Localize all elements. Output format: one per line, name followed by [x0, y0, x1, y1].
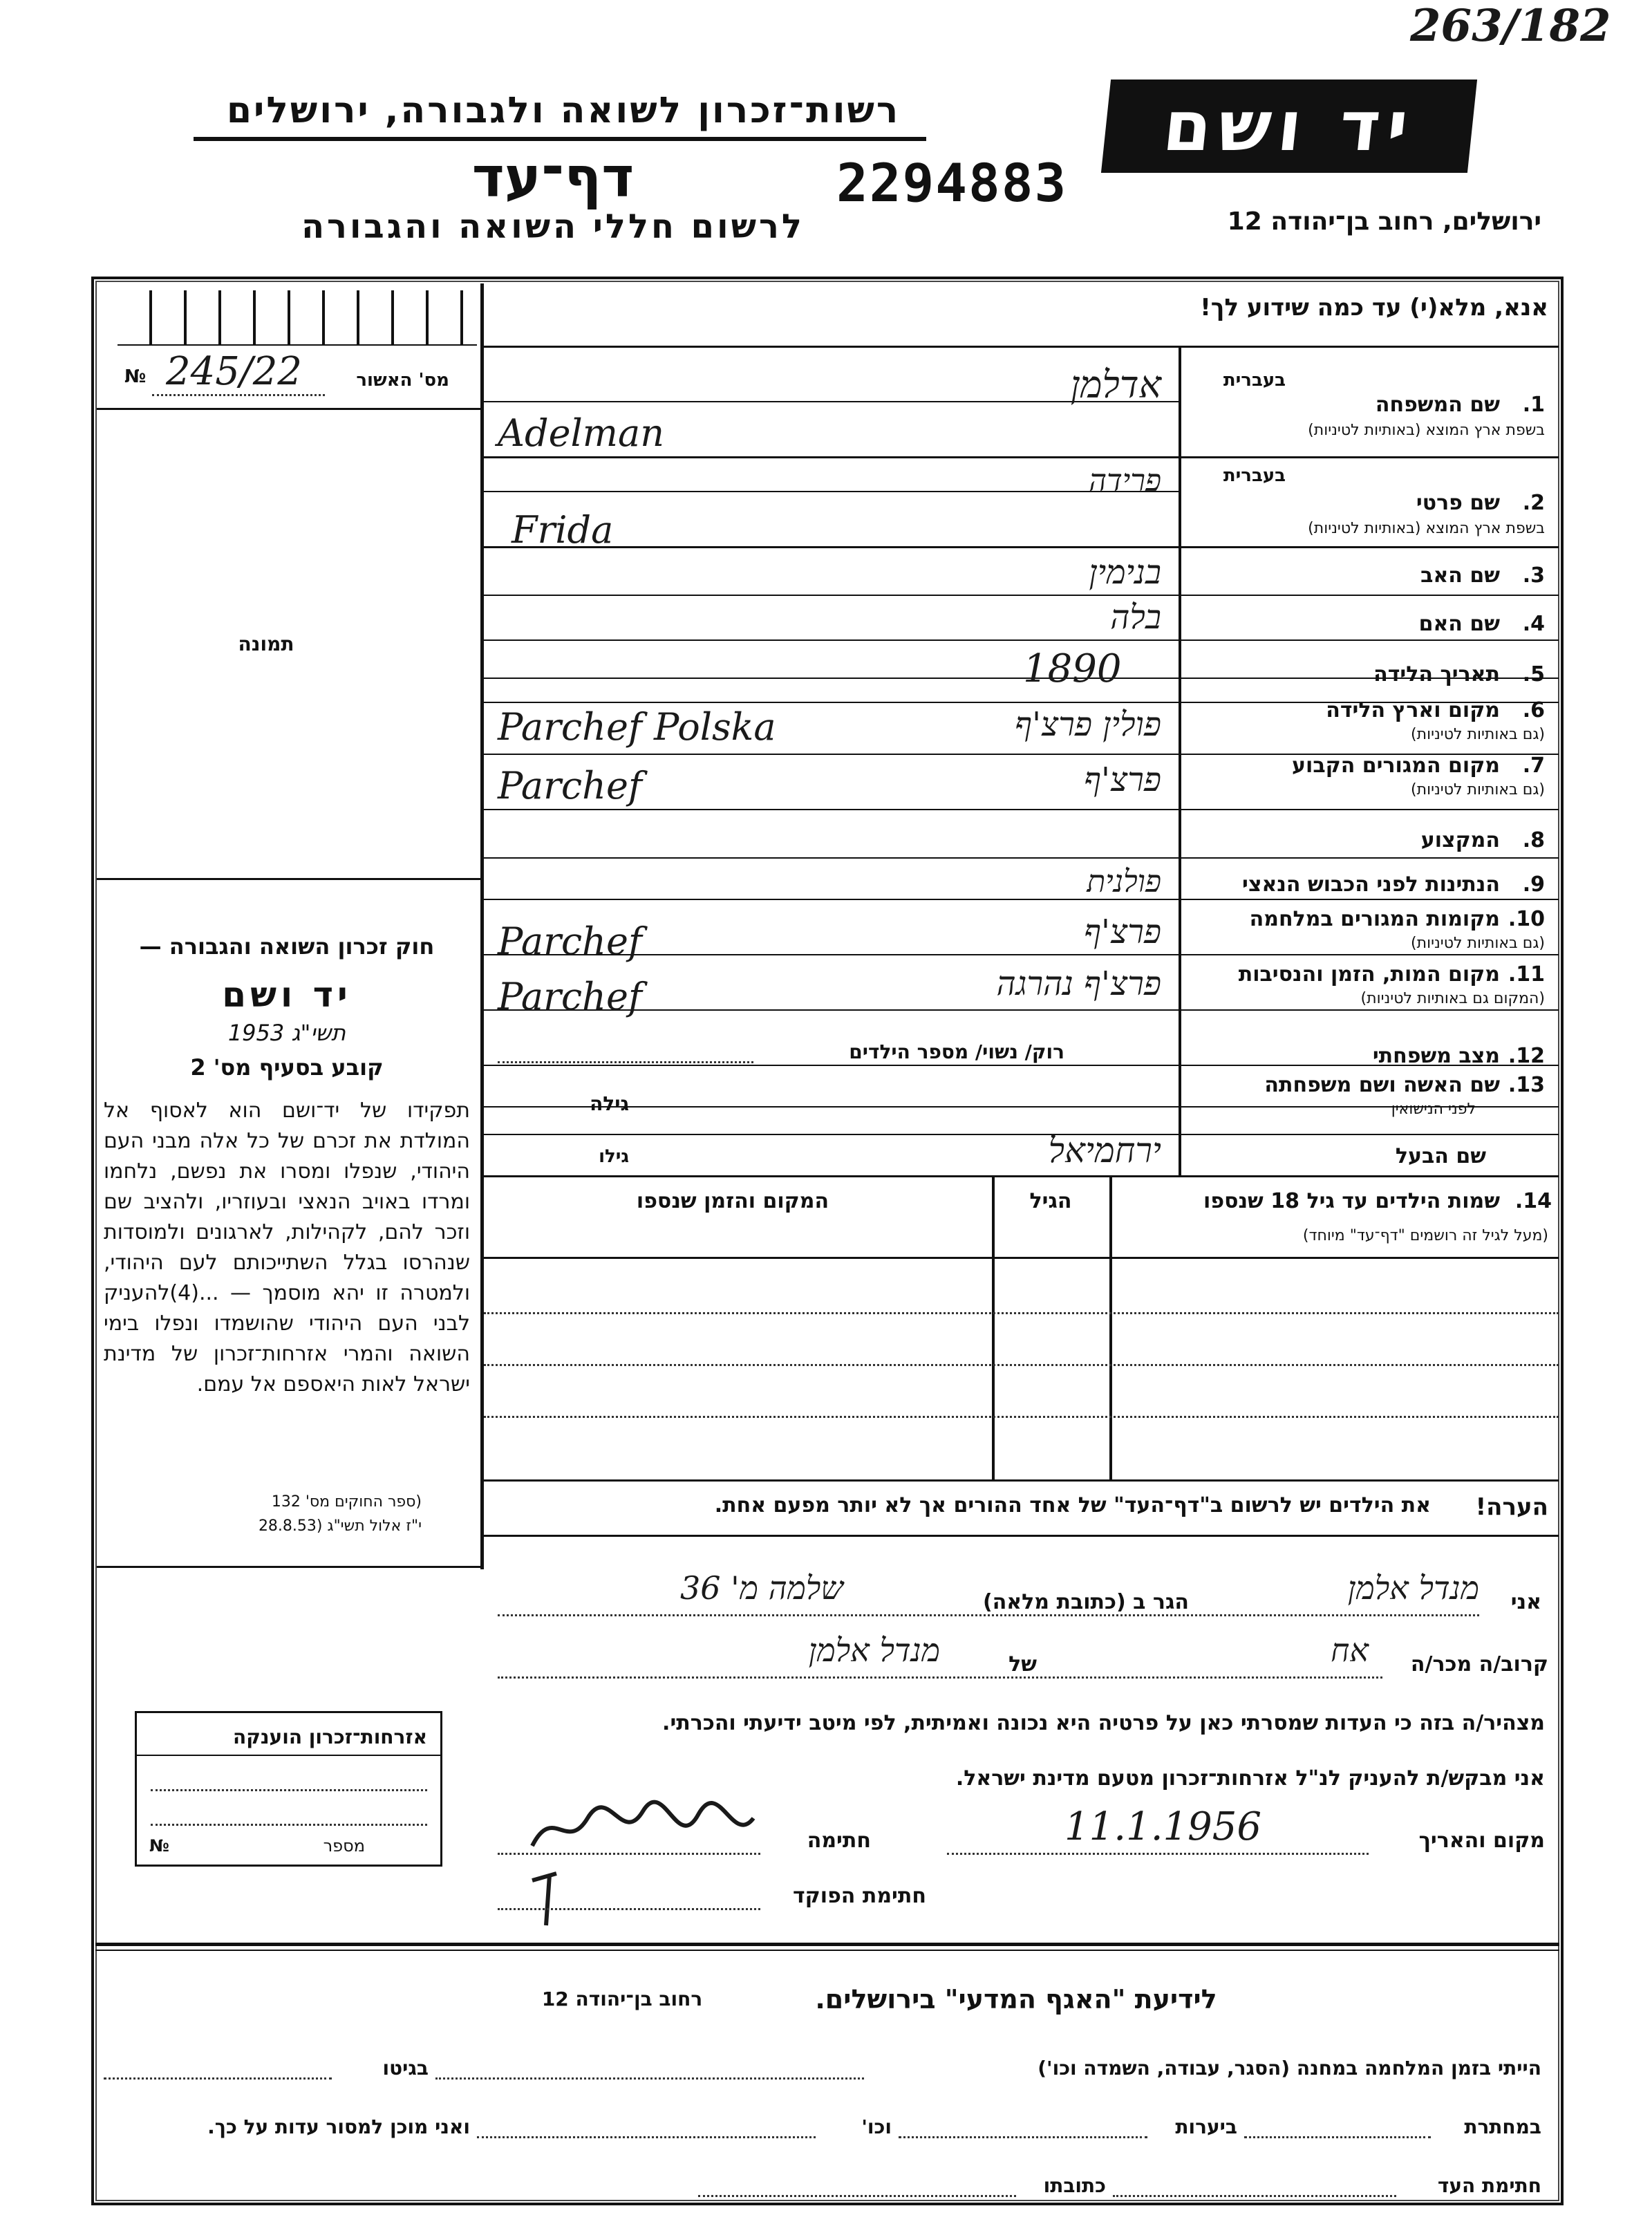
war-residence-label: מקומות המגורים במלחמה — [1249, 907, 1500, 931]
birthplace-num: 6. — [1522, 698, 1545, 722]
law-text: תפקידו של יד־ושם הוא לאסוף אל המולדת את זכרם של כל אלה מבני העם היהודי, שנפלו ומסרו את נפשם, נלחמו ומרדו באויב הנאצי ובעוזריו, ולהציב שם וזכר להם, לקהילות, לארגונים ולמוסדות שנהרסו בגלל השתייכותם לעם היהודי, ולמטרה זו יהא מוסמך — ...(4)להעניק לבני העם היהודי שהושמדו ונפלו בימי השואה והמרי אזרחות־זכרון של מדינת ישראל לאות היאספם אל עמם. — [104, 1099, 470, 1396]
signature-mark[interactable] — [525, 1797, 760, 1860]
decl-dots — [498, 1676, 1382, 1679]
row-rule — [484, 1009, 1559, 1011]
war-residence-sub: (גם באותיות לטיניות) — [1411, 935, 1545, 952]
row-rule — [484, 809, 1559, 810]
firstname-label: שם פרטי — [1416, 491, 1500, 515]
decl-statement2: אני מבקש/ת להעניק לנ"ל אזרחות־זכרון מטעם מדינת ישראל. — [955, 1766, 1545, 1791]
children-row — [484, 1416, 1559, 1418]
father-label: שם האב — [1420, 563, 1500, 588]
death-value-he[interactable]: פרצ'ף נהרגה — [996, 964, 1161, 1003]
law-year: תשי"ג 1953 — [227, 1020, 346, 1046]
citizenship-title-rule — [137, 1755, 441, 1756]
footer-line3-a: חתימת העד — [1437, 2174, 1541, 2197]
officer-scribble — [525, 1867, 567, 1929]
approval-dots — [152, 394, 325, 396]
mother-value[interactable]: בלה — [1110, 598, 1161, 637]
father-value[interactable]: בנימין — [1089, 553, 1161, 592]
yad-vashem-logo — [1101, 80, 1477, 173]
marital-label: מצב משפחתי — [1372, 1044, 1500, 1068]
photo-label: תמונה — [238, 633, 294, 655]
law-logo: יד ושם — [222, 975, 352, 1015]
husband-value[interactable]: ירחמיאל — [1048, 1130, 1161, 1170]
nationality-label: הנתינות לפני הכבוש הנאצי — [1242, 872, 1500, 897]
surname-value-latin[interactable]: Adelman — [498, 411, 664, 455]
approval-no-label: № — [124, 366, 147, 387]
children-bottom-rule — [484, 1479, 1559, 1482]
decl-name[interactable]: מנדל אלמן — [1347, 1569, 1479, 1607]
children-row — [484, 1312, 1559, 1314]
wife-label: שם האשה ושם משפחתה — [1264, 1073, 1500, 1097]
birthdate-label: תאריך הלידה — [1373, 662, 1500, 686]
birthdate-num: 5. — [1522, 662, 1545, 686]
profession-num: 8. — [1522, 828, 1545, 852]
residence-num: 7. — [1522, 754, 1545, 778]
citizenship-dots — [151, 1789, 427, 1791]
firstname-num: 2. — [1522, 491, 1545, 515]
decl-dots — [498, 1614, 1479, 1616]
footer-line2-a: במחתרת — [1464, 2115, 1541, 2138]
children-col-age: הגיל — [1029, 1189, 1072, 1213]
war-residence-value-he[interactable]: פרצ'ף — [1084, 913, 1161, 951]
firstname-lang-he: בעברית — [1223, 465, 1286, 486]
war-residence-value-latin[interactable]: Parchef — [498, 919, 642, 963]
footer-line2-c: וכו' — [861, 2115, 892, 2138]
law-ref1: (ספר החוקים מס' 132 — [271, 1493, 422, 1511]
marital-dots — [498, 1061, 753, 1063]
footer-line3-b: כתובתו — [1043, 2174, 1106, 2197]
decl-dots — [498, 1853, 760, 1855]
footer-dots — [1244, 2136, 1431, 2138]
surname-lang-he: בעברית — [1223, 370, 1286, 391]
children-sub: (מעל לגיל זה רושמים "דף־עד" מיוחד) — [1302, 1227, 1548, 1244]
father-num: 3. — [1522, 563, 1545, 588]
decl-address[interactable]: שלמה מ' 36 — [679, 1569, 843, 1607]
authority-title: רשות־זכרון לשואה ולגבורה, ירושלים — [226, 90, 901, 131]
death-sub: (המקום גם באותיות לטיניות) — [1360, 990, 1545, 1007]
citizenship-dots — [151, 1824, 427, 1826]
citizenship-title: אזרחות־זכרון הוענקה — [233, 1726, 427, 1748]
serial-number: 2294883 — [836, 152, 1068, 214]
decl-officer-label: חתימת הפוקד — [793, 1884, 926, 1908]
approval-value: 245/22 — [166, 349, 303, 394]
marital-options[interactable]: רוק/ נשוי/ מספר הילדים — [849, 1040, 1064, 1063]
husband-label: שם הבעל — [1395, 1144, 1486, 1168]
note-rule — [484, 1535, 1559, 1537]
note-label: הערה! — [1475, 1493, 1548, 1521]
nationality-num: 9. — [1522, 872, 1545, 897]
birthplace-value-he[interactable]: פולין פרצ'ף — [1015, 705, 1161, 744]
firstname-value-latin[interactable]: Frida — [511, 508, 614, 552]
footer-address: רחוב בן־יהודה 12 — [541, 1988, 703, 2010]
residence-value-he[interactable]: פרצ'ף — [1084, 760, 1161, 799]
signature-scribble — [525, 1797, 760, 1860]
birthplace-label: מקום וארץ הלידה — [1326, 698, 1500, 722]
children-row — [484, 1364, 1559, 1366]
children-col-divider — [992, 1177, 995, 1482]
birthplace-value-latin[interactable]: Parchef Polska — [498, 705, 776, 749]
footer-line2-b: ביערות — [1175, 2115, 1237, 2138]
footer-dots — [1113, 2195, 1396, 2197]
approval-label: מס' האשור — [356, 370, 449, 391]
surname-label: שם המשפחה — [1375, 393, 1500, 417]
instruction: אנא, מלא(י) עד כמה שידוע לך! — [1200, 294, 1548, 321]
wife-age-label: גילה — [590, 1092, 629, 1115]
mother-num: 4. — [1522, 612, 1545, 636]
mother-label: שם האם — [1418, 612, 1500, 636]
law-title: חוק זכרון השואה והגבורה — — [139, 933, 435, 960]
row-rule — [484, 857, 1559, 859]
firstname-lang-sub: בשפת ארץ המוצא (באותיות לטיניות) — [1308, 520, 1545, 537]
citizenship-number-label: מספר — [323, 1836, 365, 1856]
row-rule — [484, 954, 1559, 955]
death-value-latin[interactable]: Parchef — [498, 975, 642, 1018]
citizenship-no-label: № — [149, 1836, 169, 1856]
approval-rule — [97, 408, 480, 410]
residence-label: מקום המגורים הקבוע — [1292, 754, 1500, 778]
note-text: את הילדים יש לרשום ב"דף־העד" של אחד ההורים אך לא יותר מפעם אחת. — [714, 1493, 1431, 1517]
surname-value-he[interactable]: אדלמן — [1070, 363, 1161, 407]
marital-num: 12. — [1508, 1044, 1545, 1068]
row-rule — [484, 639, 1559, 641]
footer-dots — [104, 2077, 332, 2080]
decl-residing-label: הגר ב (כתובת מלאה) — [982, 1590, 1189, 1614]
children-col-place: המקום והזמן שנספו — [636, 1189, 829, 1213]
decl-of-name[interactable]: מנדל אלמן — [808, 1632, 940, 1669]
residence-value-latin[interactable]: Parchef — [498, 764, 642, 807]
logo-text: יד ושם — [1159, 86, 1419, 167]
death-num: 11. — [1508, 962, 1545, 987]
nationality-value[interactable]: פולנית — [1087, 864, 1161, 899]
citizenship-box — [135, 1711, 442, 1867]
birthplace-sub: (גם באותיות לטיניות) — [1411, 726, 1545, 743]
footer-line2-d: ואני מוכן למסור עדות על כך. — [207, 2115, 470, 2138]
label-column-divider — [1179, 346, 1181, 1175]
decl-dots — [498, 1908, 760, 1910]
footer-rule — [95, 1943, 1559, 1946]
archive-number: 263/182 — [1410, 0, 1611, 52]
form-title: דף־עד — [471, 145, 635, 209]
birthdate-value[interactable]: 1890 — [1023, 646, 1122, 691]
surname-num: 1. — [1522, 393, 1545, 417]
row-rule — [484, 546, 1559, 548]
footer-dots — [477, 2136, 816, 2138]
decl-of-label: של — [1008, 1652, 1037, 1676]
footer-dots — [435, 2077, 864, 2080]
wife-sub: לפני הנישואין — [1391, 1101, 1476, 1118]
decl-dots — [947, 1853, 1369, 1855]
children-col-divider — [1109, 1177, 1112, 1482]
husband-age-label: גילו — [599, 1146, 629, 1167]
decl-signature-label: חתימה — [807, 1829, 871, 1853]
law-clause: קובע בסעיף מס' 2 — [190, 1054, 384, 1081]
photo-rule — [97, 878, 480, 880]
children-table — [484, 1177, 1559, 1482]
footer-line1-b: בגיטו — [382, 2057, 429, 2080]
decl-i-label: אני — [1510, 1590, 1541, 1614]
residence-sub: (גם באותיות לטיניות) — [1411, 781, 1545, 798]
title-underline — [194, 137, 926, 141]
surname-lang-sub: בשפת ארץ המוצא (באותיות לטיניות) — [1308, 422, 1545, 439]
profession-label: המקצוע — [1420, 828, 1500, 852]
decl-relation-label: קרוב/ה מכר/ה — [1410, 1652, 1548, 1676]
form-subtitle: לרשום חללי השואה והגבורה — [301, 207, 805, 246]
law-ref2: י"ז אלול תשי"ג (28.8.53 — [258, 1517, 422, 1535]
footer-dots — [899, 2136, 1147, 2138]
decl-relation[interactable]: אח — [1331, 1632, 1369, 1669]
footer-rule — [95, 1950, 1559, 1951]
footer-line1-a: הייתי בזמן המלחמה במחנה (הסגר, עבודה, השמדה וכו') — [1038, 2057, 1541, 2080]
officer-signature-mark[interactable] — [525, 1867, 567, 1929]
footer-title: לידיעת "האגף המדעי" בירושלים. — [815, 1984, 1217, 2015]
row-rule — [484, 456, 1559, 458]
approval-ticks — [118, 290, 477, 346]
decl-statement1: מצהיר/ה בזה כי העדות שמסרתי כאן על פרטיה היא נכונה ואמיתית, לפי מיטב ידיעתי והכרתי. — [662, 1711, 1545, 1735]
children-header-rule — [484, 1257, 1559, 1259]
row-rule — [484, 595, 1559, 596]
decl-date[interactable]: 11.1.1956 — [1064, 1804, 1262, 1849]
wife-num: 13. — [1508, 1073, 1545, 1097]
children-label: שמות הילדים עד גיל 18 שנספו — [1203, 1189, 1500, 1213]
decl-place-date-label: מקום והאריך — [1418, 1829, 1545, 1853]
footer-dots — [698, 2195, 1016, 2197]
firstname-value-he[interactable]: פרידה — [1089, 463, 1161, 498]
instruction-rule — [484, 346, 1559, 348]
death-label: מקום המות, הזמן והנסיבות — [1238, 962, 1500, 987]
children-num: 14. — [1514, 1189, 1552, 1213]
address: ירושלים, רחוב בן־יהודה 12 — [1227, 207, 1541, 236]
sidebar-bottom-rule — [97, 1566, 484, 1568]
war-residence-num: 10. — [1508, 907, 1545, 931]
